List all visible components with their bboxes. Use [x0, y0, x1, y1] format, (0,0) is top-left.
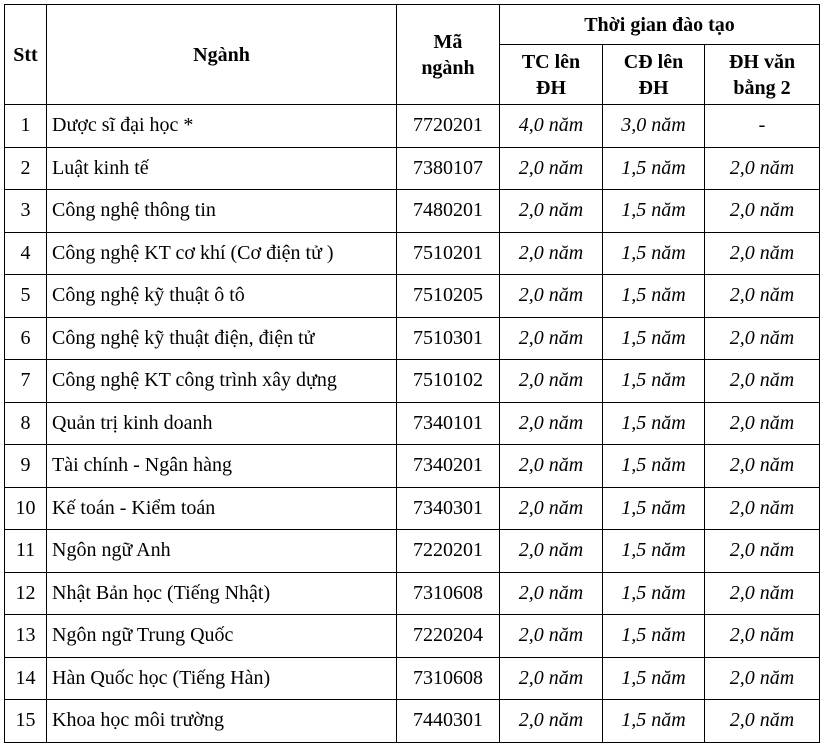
- cell-ma-nganh: 7340201: [397, 445, 500, 488]
- cell-dh-van-bang-2: 2,0 năm: [705, 487, 820, 530]
- cell-tc-len-dh: 2,0 năm: [500, 657, 603, 700]
- table-row: [5, 147, 820, 190]
- header-dh-van-bang-2: [705, 45, 820, 105]
- cell-nganh: Ngôn ngữ Anh: [47, 530, 397, 573]
- cell-nganh: Công nghệ KT cơ khí (Cơ điện tử ): [47, 232, 397, 275]
- cell-stt: 2: [5, 147, 47, 190]
- table-row: [5, 615, 820, 658]
- cell-stt: 4: [5, 232, 47, 275]
- cell-cd-len-dh: 1,5 năm: [603, 232, 705, 275]
- header-cd-len-dh: [603, 45, 705, 105]
- training-duration-table: [4, 4, 820, 743]
- cell-cd-len-dh: 1,5 năm: [603, 275, 705, 318]
- table-row: [5, 572, 820, 615]
- cell-ma-nganh: 7480201: [397, 190, 500, 233]
- cell-cd-len-dh: 1,5 năm: [603, 615, 705, 658]
- cell-tc-len-dh: 2,0 năm: [500, 572, 603, 615]
- header-cd-line2: ĐH: [638, 76, 669, 99]
- cell-stt: 7: [5, 360, 47, 403]
- cell-dh-van-bang-2: 2,0 năm: [705, 402, 820, 445]
- table-row: [5, 317, 820, 360]
- table-row: [5, 445, 820, 488]
- cell-dh-van-bang-2: 2,0 năm: [705, 275, 820, 318]
- cell-tc-len-dh: 2,0 năm: [500, 147, 603, 190]
- cell-ma-nganh: 7220204: [397, 615, 500, 658]
- cell-stt: 13: [5, 615, 47, 658]
- cell-cd-len-dh: 1,5 năm: [603, 572, 705, 615]
- cell-tc-len-dh: 2,0 năm: [500, 700, 603, 743]
- cell-dh-van-bang-2: -: [705, 105, 820, 148]
- header-ma-nganh-line1: Mã: [433, 30, 463, 53]
- cell-stt: 8: [5, 402, 47, 445]
- header-thoi-gian-dao-tao: Thời gian đào tạo: [500, 5, 820, 45]
- table-row: [5, 402, 820, 445]
- cell-cd-len-dh: 1,5 năm: [603, 700, 705, 743]
- cell-cd-len-dh: 1,5 năm: [603, 360, 705, 403]
- cell-tc-len-dh: 2,0 năm: [500, 360, 603, 403]
- header-tc-len-dh: [500, 45, 603, 105]
- cell-nganh: Công nghệ kỹ thuật điện, điện tử: [47, 317, 397, 360]
- table-row: [5, 487, 820, 530]
- cell-cd-len-dh: 1,5 năm: [603, 402, 705, 445]
- cell-stt: 14: [5, 657, 47, 700]
- cell-dh-van-bang-2: 2,0 năm: [705, 445, 820, 488]
- cell-tc-len-dh: 2,0 năm: [500, 402, 603, 445]
- cell-tc-len-dh: 2,0 năm: [500, 275, 603, 318]
- cell-nganh: Nhật Bản học (Tiếng Nhật): [47, 572, 397, 615]
- cell-nganh: Dược sĩ đại học *: [47, 105, 397, 148]
- cell-nganh: Kế toán - Kiểm toán: [47, 487, 397, 530]
- cell-tc-len-dh: 2,0 năm: [500, 190, 603, 233]
- table-row: [5, 360, 820, 403]
- cell-ma-nganh: 7720201: [397, 105, 500, 148]
- table-body: [5, 105, 820, 743]
- cell-nganh: Luật kinh tế: [47, 147, 397, 190]
- cell-dh-van-bang-2: 2,0 năm: [705, 232, 820, 275]
- header-ma-nganh: [397, 5, 500, 105]
- cell-stt: 10: [5, 487, 47, 530]
- cell-cd-len-dh: 1,5 năm: [603, 147, 705, 190]
- cell-tc-len-dh: 2,0 năm: [500, 615, 603, 658]
- header-dh-line2: bằng 2: [733, 76, 791, 99]
- header-tc-line2: ĐH: [536, 76, 566, 99]
- cell-ma-nganh: 7380107: [397, 147, 500, 190]
- cell-nganh: Công nghệ KT công trình xây dựng: [47, 360, 397, 403]
- table-row: [5, 700, 820, 743]
- cell-ma-nganh: 7340301: [397, 487, 500, 530]
- cell-tc-len-dh: 2,0 năm: [500, 445, 603, 488]
- cell-nganh: Hàn Quốc học (Tiếng Hàn): [47, 657, 397, 700]
- table-row: [5, 232, 820, 275]
- cell-dh-van-bang-2: 2,0 năm: [705, 615, 820, 658]
- cell-nganh: Tài chính - Ngân hàng: [47, 445, 397, 488]
- table-row: [5, 657, 820, 700]
- cell-nganh: Ngôn ngữ Trung Quốc: [47, 615, 397, 658]
- cell-tc-len-dh: 2,0 năm: [500, 232, 603, 275]
- cell-ma-nganh: 7310608: [397, 657, 500, 700]
- cell-ma-nganh: 7510201: [397, 232, 500, 275]
- cell-cd-len-dh: 1,5 năm: [603, 445, 705, 488]
- cell-stt: 12: [5, 572, 47, 615]
- cell-ma-nganh: 7510205: [397, 275, 500, 318]
- header-dh-line1: ĐH văn: [728, 50, 796, 73]
- cell-stt: 1: [5, 105, 47, 148]
- document-page: [4, 4, 820, 743]
- header-ma-nganh-line2: ngành: [421, 56, 475, 79]
- cell-stt: 5: [5, 275, 47, 318]
- cell-stt: 15: [5, 700, 47, 743]
- cell-cd-len-dh: 1,5 năm: [603, 657, 705, 700]
- cell-ma-nganh: 7340101: [397, 402, 500, 445]
- header-cd-line1: CĐ lên: [623, 50, 684, 73]
- cell-dh-van-bang-2: 2,0 năm: [705, 317, 820, 360]
- cell-dh-van-bang-2: 2,0 năm: [705, 190, 820, 233]
- header-stt: Stt: [5, 5, 47, 105]
- cell-cd-len-dh: 1,5 năm: [603, 317, 705, 360]
- cell-tc-len-dh: 2,0 năm: [500, 530, 603, 573]
- header-tc-line1: TC lên: [521, 50, 581, 73]
- cell-dh-van-bang-2: 2,0 năm: [705, 530, 820, 573]
- cell-tc-len-dh: 4,0 năm: [500, 105, 603, 148]
- table-row: [5, 190, 820, 233]
- table-row: [5, 105, 820, 148]
- table-row: [5, 530, 820, 573]
- cell-ma-nganh: 7220201: [397, 530, 500, 573]
- cell-ma-nganh: 7510301: [397, 317, 500, 360]
- cell-dh-van-bang-2: 2,0 năm: [705, 360, 820, 403]
- cell-dh-van-bang-2: 2,0 năm: [705, 147, 820, 190]
- cell-stt: 11: [5, 530, 47, 573]
- cell-tc-len-dh: 2,0 năm: [500, 317, 603, 360]
- cell-nganh: Công nghệ thông tin: [47, 190, 397, 233]
- cell-dh-van-bang-2: 2,0 năm: [705, 700, 820, 743]
- cell-dh-van-bang-2: 2,0 năm: [705, 572, 820, 615]
- cell-ma-nganh: 7310608: [397, 572, 500, 615]
- cell-ma-nganh: 7510102: [397, 360, 500, 403]
- cell-nganh: Khoa học môi trường: [47, 700, 397, 743]
- cell-nganh: Công nghệ kỹ thuật ô tô: [47, 275, 397, 318]
- cell-cd-len-dh: 3,0 năm: [603, 105, 705, 148]
- cell-cd-len-dh: 1,5 năm: [603, 530, 705, 573]
- cell-stt: 9: [5, 445, 47, 488]
- cell-cd-len-dh: 1,5 năm: [603, 190, 705, 233]
- cell-tc-len-dh: 2,0 năm: [500, 487, 603, 530]
- cell-stt: 3: [5, 190, 47, 233]
- cell-stt: 6: [5, 317, 47, 360]
- cell-ma-nganh: 7440301: [397, 700, 500, 743]
- table-row: [5, 275, 820, 318]
- cell-dh-van-bang-2: 2,0 năm: [705, 657, 820, 700]
- cell-nganh: Quản trị kinh doanh: [47, 402, 397, 445]
- header-nganh: Ngành: [47, 5, 397, 105]
- cell-cd-len-dh: 1,5 năm: [603, 487, 705, 530]
